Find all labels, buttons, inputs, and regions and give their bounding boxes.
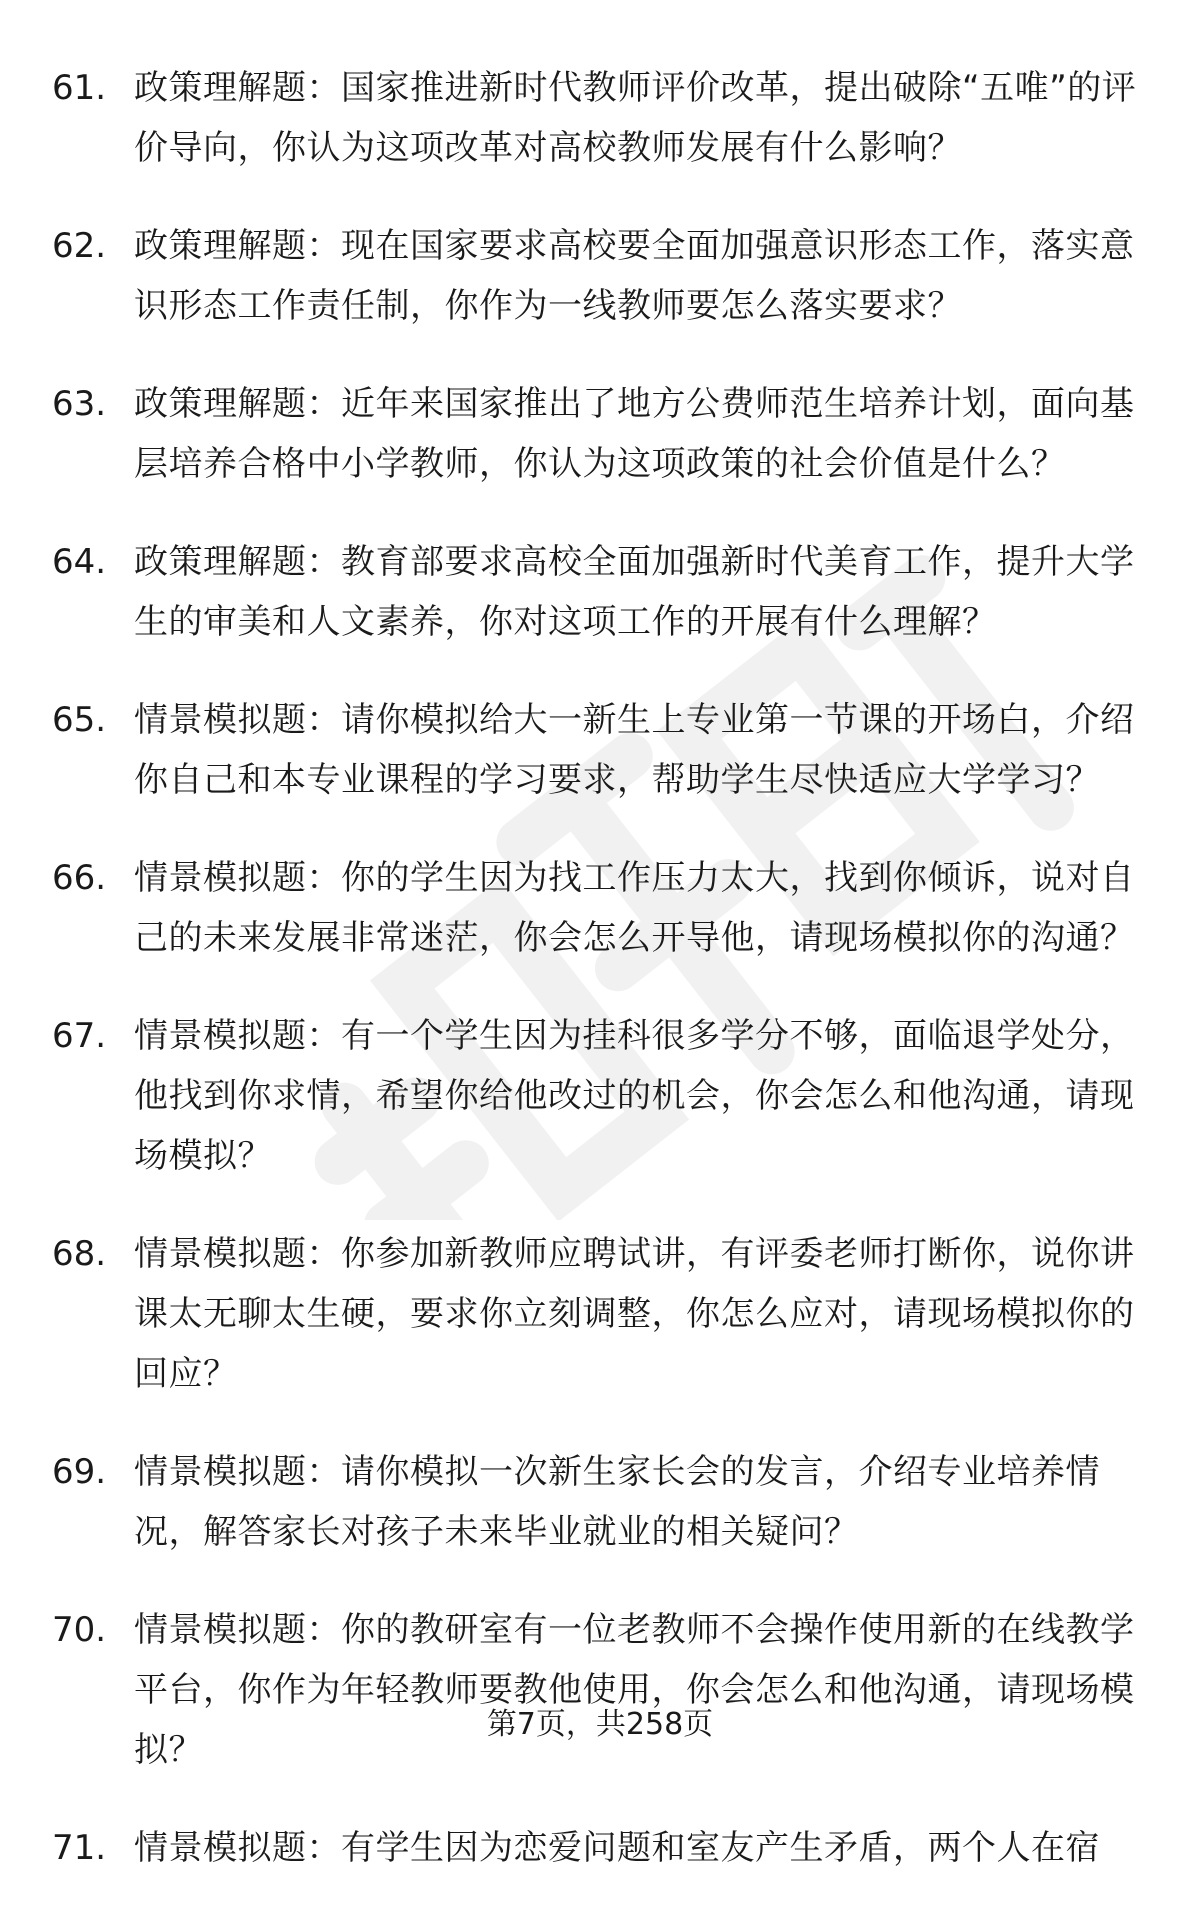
- question-number: 65.: [52, 700, 107, 740]
- page-footer: [0, 1705, 1200, 1745]
- question-text: 政策理解题：现在国家要求高校要全面加强意识形态工作，落实意识形态工作责任制，你作为一线教师要怎么落实要求？: [134, 226, 1135, 326]
- question-item: [52, 1442, 1152, 1562]
- question-item: [52, 1224, 1152, 1404]
- question-text: 政策理解题：国家推进新时代教师评价改革，提出破除“五唯”的评价导向，你认为这项改革对高校教师发展有什么影响？: [134, 68, 1137, 168]
- question-list: [52, 58, 1152, 1916]
- question-item: [52, 848, 1152, 968]
- question-item: [52, 1006, 1152, 1186]
- question-number: 66.: [52, 858, 107, 898]
- question-number: 63.: [52, 384, 107, 424]
- question-item: [52, 690, 1152, 810]
- page-number-label: 第7页，共258页: [486, 1707, 714, 1742]
- question-text: 情景模拟题：有一个学生因为挂科很多学分不够，面临退学处分，他找到你求情，希望你给他改过的机会，你会怎么和他沟通，请现场模拟？: [134, 1016, 1135, 1176]
- question-text: 政策理解题：教育部要求高校全面加强新时代美育工作，提升大学生的审美和人文素养，你对这项工作的开展有什么理解？: [134, 542, 1135, 642]
- question-number: 68.: [52, 1234, 107, 1274]
- question-number: 71.: [52, 1828, 107, 1868]
- question-text: 情景模拟题：你的学生因为找工作压力太大，找到你倾诉，说对自己的未来发展非常迷茫，你会怎么开导他，请现场模拟你的沟通？: [134, 858, 1135, 958]
- question-number: 70.: [52, 1610, 107, 1650]
- question-item: [52, 1818, 1152, 1878]
- question-item: [52, 216, 1152, 336]
- question-text: 情景模拟题：请你模拟一次新生家长会的发言，介绍专业培养情况，解答家长对孩子未来毕业就业的相关疑问？: [134, 1452, 1100, 1552]
- question-number: 67.: [52, 1016, 107, 1056]
- question-item: [52, 532, 1152, 652]
- question-text: 情景模拟题：有学生因为恋爱问题和室友产生矛盾，两个人在宿: [134, 1828, 1100, 1868]
- question-text: 情景模拟题：你的教研室有一位老教师不会操作使用新的在线教学平台，你作为年轻教师要教他使用，你会怎么和他沟通，请现场模拟？: [134, 1610, 1135, 1770]
- question-text: 情景模拟题：请你模拟给大一新生上专业第一节课的开场白，介绍你自己和本专业课程的学习要求，帮助学生尽快适应大学学习？: [134, 700, 1135, 800]
- question-number: 69.: [52, 1452, 107, 1492]
- question-number: 62.: [52, 226, 107, 266]
- question-text: 政策理解题：近年来国家推出了地方公费师范生培养计划，面向基层培养合格中小学教师，你认为这项政策的社会价值是什么？: [134, 384, 1135, 484]
- question-item: [52, 58, 1152, 178]
- question-number: 64.: [52, 542, 107, 582]
- question-item: [52, 374, 1152, 494]
- question-number: 61.: [52, 68, 107, 108]
- question-text: 情景模拟题：你参加新教师应聘试讲，有评委老师打断你，说你讲课太无聊太生硬，要求你立刻调整，你怎么应对，请现场模拟你的回应？: [134, 1234, 1135, 1394]
- question-item: [52, 1600, 1152, 1780]
